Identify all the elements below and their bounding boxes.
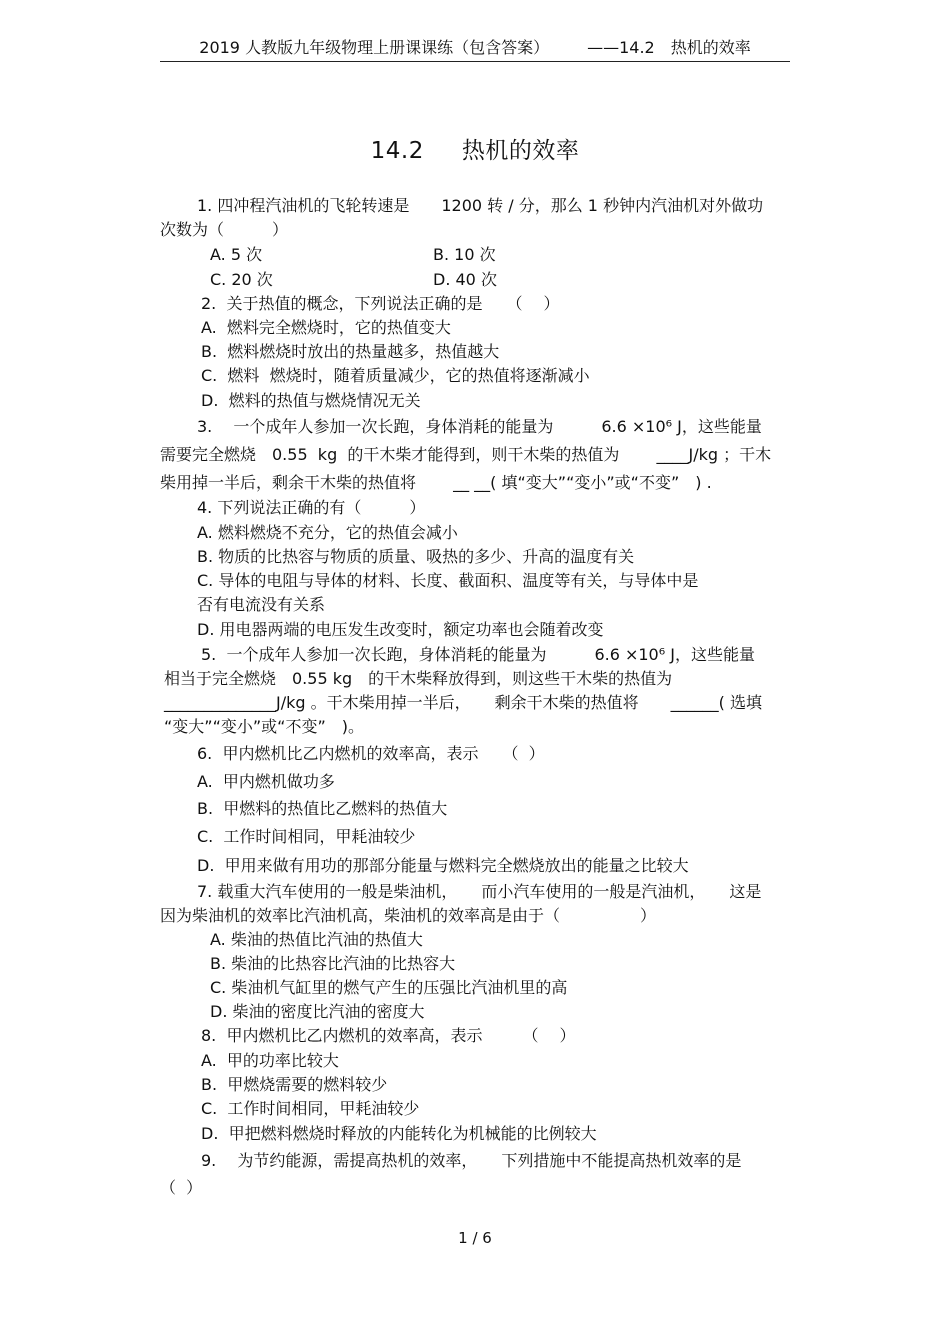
q7-option-c: C. 柴油机气缸里的燃气产生的压强比汽油机里的高: [210, 978, 568, 997]
q6-option-d: D. 甲用来做有用功的那部分能量与燃料完全燃烧放出的能量之比较大: [197, 856, 689, 875]
title-number: 14.2: [370, 138, 424, 164]
page-title: [0, 136, 950, 166]
title-text: 热机的效率: [461, 138, 580, 164]
q7-line2: 因为柴油机的效率比汽油机高，柴油机的效率高是由于（ ）: [160, 906, 657, 925]
q6-option-a: A. 甲内燃机做功多: [197, 772, 335, 791]
header-right: ——14.2 热机的效率: [587, 38, 751, 57]
q7-option-d: D. 柴油的密度比汽油的密度大: [210, 1002, 425, 1021]
q2-stem: 2. 关于热值的概念，下列说法正确的是 （ ）: [201, 294, 560, 313]
q8-option-c: C. 工作时间相同，甲耗油较少: [201, 1099, 420, 1118]
q1-option-c: C. 20 次: [210, 270, 273, 289]
q5-line2: 相当于完全燃烧 0.55 kg 的干木柴释放得到，则这些干木柴的热值为: [164, 669, 673, 688]
q1-option-d: D. 40 次: [433, 270, 497, 289]
q4-stem: 4. 下列说法正确的有（ ）: [197, 498, 426, 517]
q8-option-a: A. 甲的功率比较大: [201, 1051, 339, 1070]
q3-line2: 需要完全燃烧 0.55 kg 的干木柴才能得到，则干木柴的热值为 ____J/kg ；干木: [160, 445, 772, 464]
q6-option-c: C. 工作时间相同，甲耗油较少: [197, 827, 416, 846]
q7-line1: 7. 载重大汽车使用的一般是柴油机， 而小汽车使用的一般是汽油机， 这是: [197, 882, 762, 901]
q6-option-b: B. 甲燃料的热值比乙燃料的热值大: [197, 799, 448, 818]
q1-line1: 1. 四冲程汽油机的飞轮转速是 1200 转 / 分，那么 1 秒钟内汽油机对外做功: [197, 196, 764, 215]
header-left: 2019 人教版九年级物理上册课课练（包含答案）: [199, 38, 550, 57]
q9-line1: 9. 为节约能源，需提高热机的效率， 下列措施中不能提高热机效率的是: [201, 1151, 742, 1170]
q2-option-b: B. 燃料燃烧时放出的热量越多，热值越大: [201, 342, 500, 361]
q3-line3: 柴用掉一半后，剩余干木柴的热值将 __ __( 填“变大”“变小”或“不变” ) .: [160, 473, 712, 492]
q9-line2: （ ）: [160, 1178, 203, 1197]
q4-option-d: D. 用电器两端的电压发生改变时，额定功率也会随着改变: [197, 620, 604, 639]
q2-option-d: D. 燃料的热值与燃烧情况无关: [201, 391, 421, 410]
q4-option-a: A. 燃料燃烧不充分，它的热值会减小: [197, 523, 458, 542]
page-number: 1 / 6: [458, 1229, 492, 1247]
q5-line1: 5. 一个成年人参加一次长跑，身体消耗的能量为 6.6 ×10⁶ J，这些能量: [201, 645, 755, 664]
q2-option-a: A. 燃料完全燃烧时，它的热值变大: [201, 318, 451, 337]
q4-option-c1: C. 导体的电阻与导体的材料、长度、截面积、温度等有关，与导体中是: [197, 571, 699, 590]
q7-option-b: B. 柴油的比热容比汽油的比热容大: [210, 954, 456, 973]
q5-line3: ______________J/kg 。干木柴用掉一半后， 剩余干木柴的热值将 ______( 选填: [164, 693, 762, 712]
q5-line4: “变大”“变小”或“不变” )。: [164, 717, 364, 736]
q4-option-b: B. 物质的比热容与物质的质量、吸热的多少、升高的温度有关: [197, 547, 635, 566]
q1-line2: 次数为（ ）: [160, 220, 289, 239]
q1-option-b: B. 10 次: [433, 245, 496, 264]
q7-option-a: A. 柴油的热值比汽油的热值大: [210, 930, 423, 949]
q1-option-a: A. 5 次: [210, 245, 263, 264]
q3-line1: 3. 一个成年人参加一次长跑，身体消耗的能量为 6.6 ×10⁶ J，这些能量: [197, 417, 762, 436]
q8-stem: 8. 甲内燃机比乙内燃机的效率高，表示 （ ）: [201, 1026, 576, 1045]
q8-option-d: D. 甲把燃料燃烧时释放的内能转化为机械能的比例较大: [201, 1124, 597, 1143]
q4-option-c2: 否有电流没有关系: [197, 595, 326, 614]
q8-option-b: B. 甲燃烧需要的燃料较少: [201, 1075, 388, 1094]
page-header: [160, 38, 790, 62]
q6-stem: 6. 甲内燃机比乙内燃机的效率高，表示 （ ）: [197, 744, 545, 763]
q2-option-c: C. 燃料 燃烧时，随着质量减少，它的热值将逐渐减小: [201, 366, 590, 385]
